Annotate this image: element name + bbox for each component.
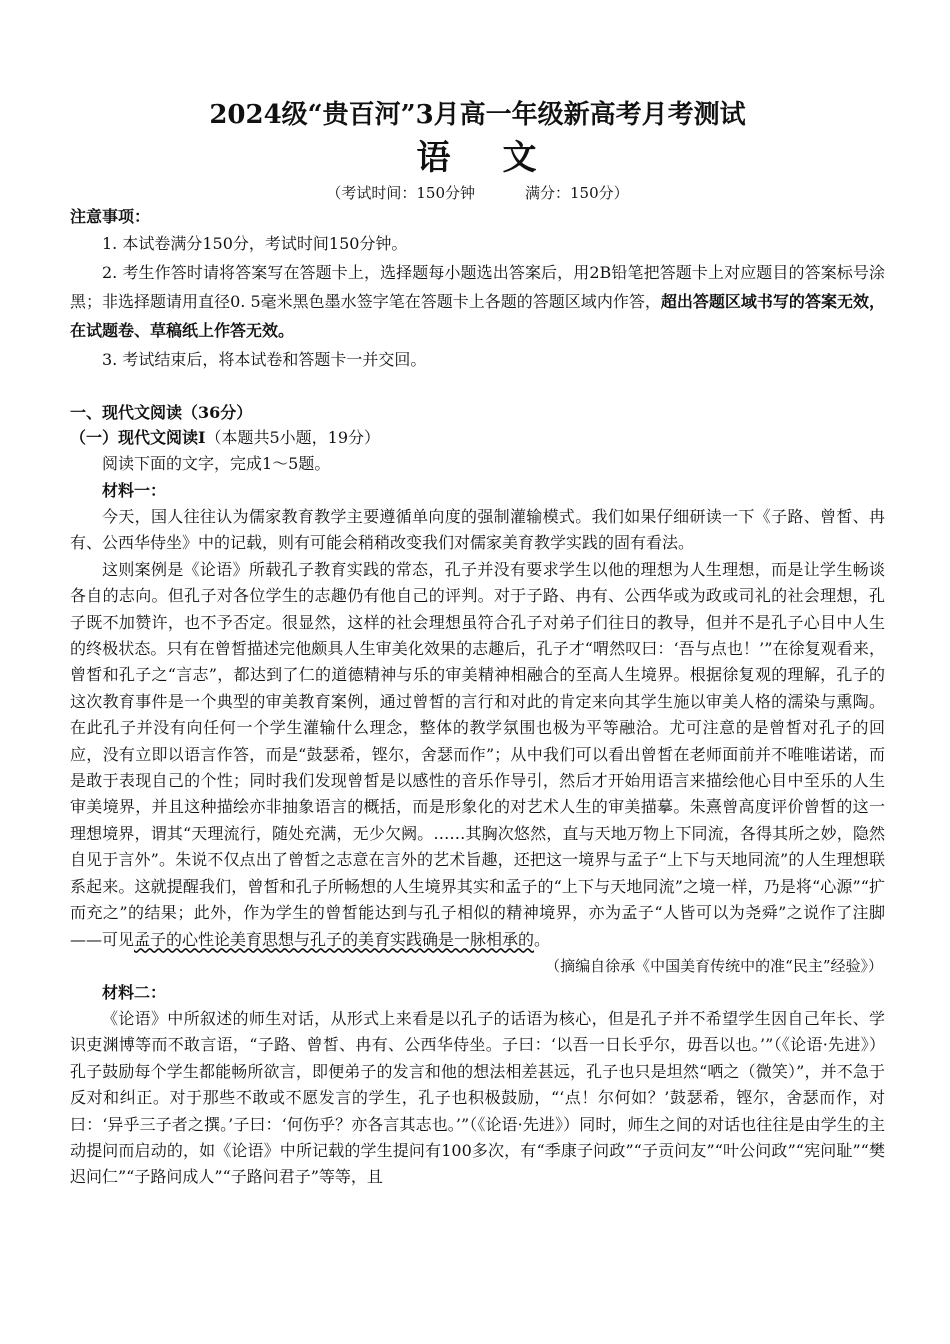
exam-title: 2024级“贵百河”3月高一年级新高考月考测试 [209, 100, 746, 130]
sub-section-title: （一）现代文阅读Ⅰ [70, 428, 206, 447]
exam-info [70, 181, 885, 205]
exam-time: （考试时间：150分钟 [326, 184, 475, 202]
sub-section-heading [70, 425, 885, 450]
note-item-1: 1. 本试卷满分150分，考试时间150分钟。 [102, 234, 408, 253]
paragraph-end: 。 [534, 929, 551, 949]
material-2-label: 材料二： [102, 982, 167, 1002]
subject-char-1: 语 [416, 138, 453, 178]
material-1-label: 材料一： [102, 481, 167, 500]
notes-heading: 注意事项： [70, 207, 151, 226]
material-2-paragraph-1: 《论语》中所叙述的师生对话，从形式上来看是以孔子的话语为核心，但是孔子并不希望学生因自己年长、学识吏渊博等而不敢言语，“子路、曾皙、冉有、公西华侍坐。子曰：‘以吾一日长乎尔，毋吾以也。’”（《论语·先进》）孔子鼓励每个学生都能畅所欲言，即便弟子的发言和他的想法相差甚远，孔子也只是坦然“哂之（微笑）”，并不急于反对和纠正。对于那些不敢或不愿发言的学生，孔子也积极鼓励，“‘点！尔何如？’鼓瑟希，铿尔，舍瑟而作，对曰：‘异乎三子者之撰。’子曰：‘何伤乎？亦各言其志也。’”（《论语·先进》）同时，师生之间的对话也往往是由学生的主动提问而启动的，如《论语》中所记载的学生提问有100多次，有“季康子问政”“子贡问友”“叶公问政”“宪问耻”“樊迟问仁”“子路问成人”“子路问君子”等等，且 [70, 1008, 885, 1187]
underlined-sentence: 孟子的心性论美育思想与孔子的美育实践确是一脉相承的 [134, 929, 535, 949]
material-1-paragraph-1: 今天，国人往往认为儒家教育教学主要遵循单向度的强制灌输模式。我们如果仔细研读一下《子路、曾皙、冉有、公西华侍坐》中的记载，则有可能会稍稍改变我们对儒家美育教学实践的固有看法。 [70, 507, 885, 553]
reading-instruction: 阅读下面的文字，完成1～5题。 [102, 454, 331, 473]
note-item-2 [70, 258, 885, 345]
subject-title [70, 135, 885, 181]
subject-char-2: 文 [502, 138, 539, 178]
material-1-paragraph-2 [70, 557, 885, 953]
note-item-3: 3. 考试结束后，将本试卷和答题卡一并交回。 [102, 350, 427, 369]
material-1-source: （摘编自徐承《中国美育传统中的准“民主”经验》） [545, 956, 883, 975]
note-item-2-warning: 超出答题区域书写的答案无效，在试题卷、草稿纸上作答无效。 [70, 292, 885, 340]
material-1-paragraph-2-text: 这则案例是《论语》所载孔子教育实践的常态，孔子并没有要求学生以他的理想为人生理想，而是让学生畅谈各自的志向。但孔子对各位学生的志趣仍有他自己的评判。对于子路、冉有、公西华或为政或司礼的社会理想，孔子既不加赞许，也不予否定。很显然，这样的社会理想虽符合孔子对弟子们往日的教导，但并不是孔子心目中人生的终极状态。只有在曾皙描述完他颇具人生审美化效果的志趣后，孔子才“喟然叹曰：‘吾与点也！’”在徐复观看来，曾皙和孔子之“言志”，都达到了仁的道德精神与乐的审美精神相融合的至高人生境界。根据徐复观的理解，孔子的这次教育事件是一个典型的审美教育案例，通过曾皙的言行和对此的肯定来向其学生施以审美人格的濡染与熏陶。在此孔子并没有向任何一个学生灌输什么理念，整体的教学氛围也极为平等融洽。尤可注意的是曾皙对孔子的回应，没有立即以语言作答，而是“鼓瑟希，铿尔，舍瑟而作”；从中我们可以看出曾皙在老师面前并不唯唯诺诺，而是敢于表现自己的个性；同时我们发现曾皙是以感性的音乐作导引，然后才开始用语言来描绘他心目中至乐的人生审美境界，并且这种描绘亦非抽象语言的概括，而是形象化的对艺术人生的审美描摹。朱熹曾高度评价曾皙的这一理想境界，谓其“天理流行，随处充满，无少欠阙。……其胸次悠然，直与天地万物上下同流，各得其所之妙，隐然自见于言外”。朱说不仅点出了曾皙之志意在言外的艺术旨趣，还把这一境界与孟子“上下与天地同流”的人生理想联系起来。这就提醒我们，曾皙和孔子所畅想的人生境界其实和孟子的“上下与天地同流”之境一样，乃是将“心源”“扩而充之”的结果；此外，作为学生的曾皙能达到与孔子相似的精神境界，亦为孟子“人皆可以为尧舜”之说作了注脚——可见 [70, 559, 885, 949]
exam-page [70, 95, 885, 1191]
sub-section-info: （本题共5小题，19分） [205, 428, 381, 447]
section-heading: 一、现代文阅读（36分） [70, 403, 253, 422]
note-item-2-text: 2. 考生作答时请将答案写在答题卡上，选择题每小题选出答案后，用2B铅笔把答题卡上对应题目的答案标号涂黑；非选择题请用直径0. 5毫米黑色墨水签字笔在答题卡上各题的答题区域内作答， [70, 263, 885, 311]
full-score: 满分：150分） [525, 184, 629, 202]
